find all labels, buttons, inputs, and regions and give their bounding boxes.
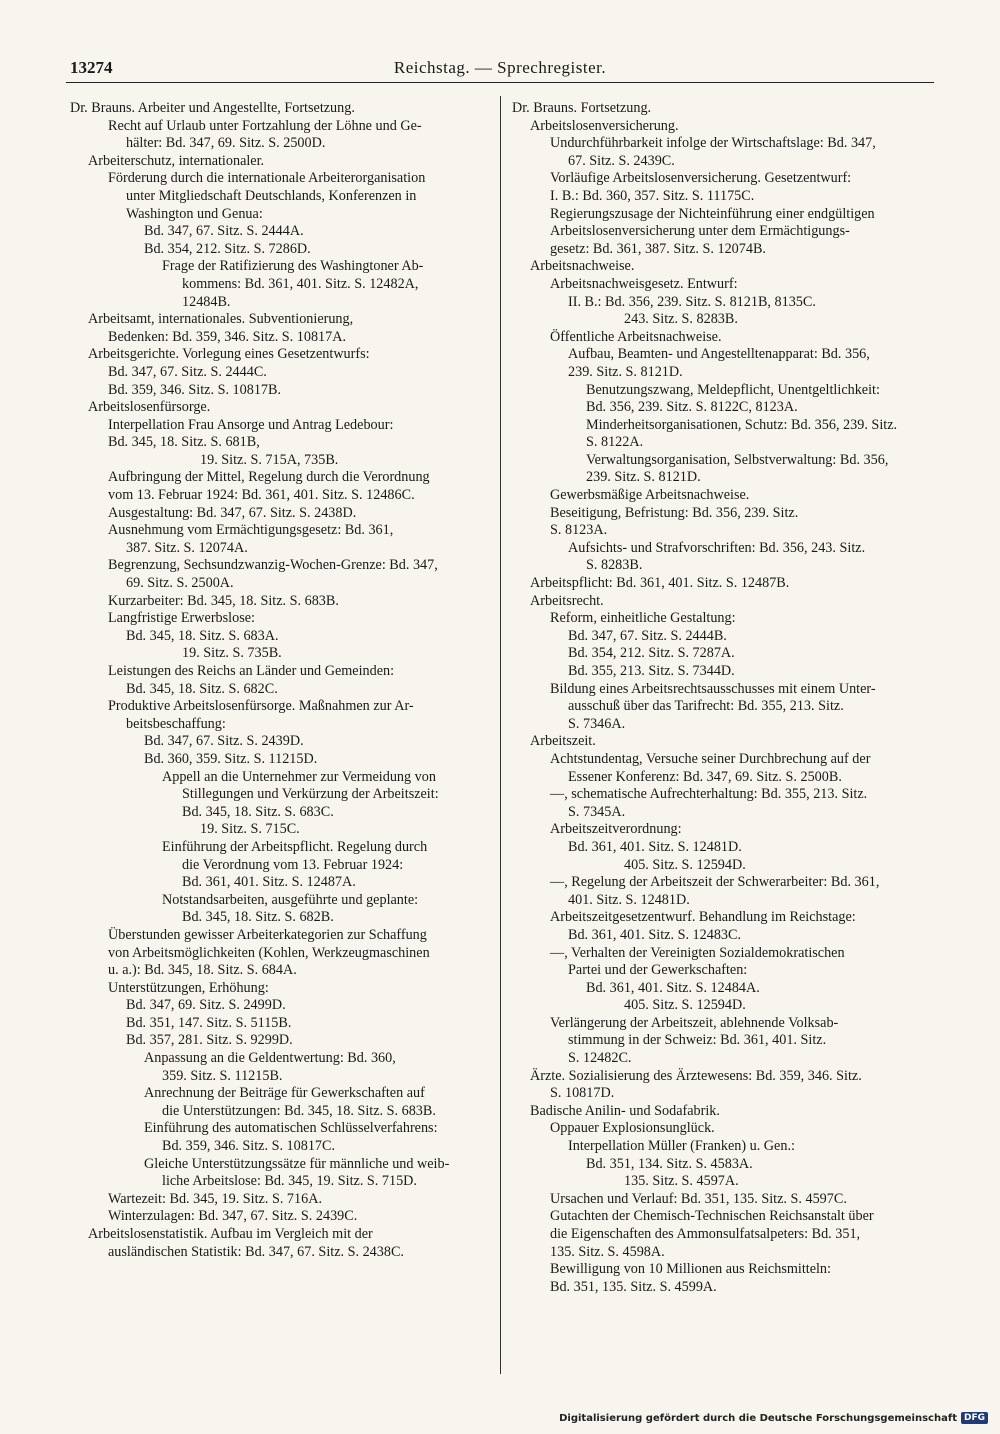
index-line: Ausgestaltung: Bd. 347, 67. Sitz. S. 2438D. [108, 504, 357, 521]
index-line: Aufsichts- und Strafvorschriften: Bd. 356, 243. Sitz. [568, 539, 866, 556]
index-line: Bd. 345, 18. Sitz. S. 682B. [182, 909, 334, 926]
index-line: S. 7346A. [568, 715, 626, 732]
index-line: Essener Konferenz: Bd. 347, 69. Sitz. S. 2500B. [568, 768, 842, 785]
index-line: Interpellation Frau Ansorge und Antrag Ledebour: [108, 416, 394, 433]
index-line: Wartezeit: Bd. 345, 19. Sitz. S. 716A. [108, 1190, 323, 1207]
index-line: Kurzarbeiter: Bd. 345, 18. Sitz. S. 683B. [108, 592, 339, 609]
index-line: die Eigenschaften des Ammonsulfatsalpeters: Bd. 351, [550, 1226, 861, 1242]
index-line: Arbeitslosenstatistik. Aufbau im Vergleich mit der [88, 1226, 373, 1242]
index-line: Badische Anilin- und Sodafabrik. [530, 1102, 720, 1119]
index-line: Produktive Arbeitslosenfürsorge. Maßnahmen zur Ar- [108, 698, 414, 715]
index-line: 239. Sitz. S. 8121D. [568, 363, 683, 380]
index-line: 359. Sitz. S. 11215B. [162, 1067, 283, 1084]
index-line: Undurchführbarkeit infolge der Wirtschaftslage: Bd. 347, [550, 135, 876, 152]
index-line: S. 8123A. [550, 522, 608, 539]
index-line: 19. Sitz. S. 735B. [182, 645, 282, 662]
index-line: Bd. 361, 401. Sitz. S. 12484A. [586, 979, 760, 996]
index-line: Bd. 359, 346. Sitz. S. 10817C. [162, 1138, 336, 1155]
index-line: Ursachen und Verlauf: Bd. 351, 135. Sitz. S. 4597C. [550, 1190, 847, 1207]
index-line: Regierungszusage der Nichteinführung einer endgültigen [550, 205, 875, 222]
index-line: Begrenzung, Sechsundzwanzig-Wochen-Grenze: Bd. 347, [108, 557, 438, 574]
index-line: 67. Sitz. S. 2439C. [568, 152, 675, 169]
index-line: Bd. 347, 67. Sitz. S. 2444B. [568, 627, 727, 644]
index-line: Einführung des automatischen Schlüsselverfahrens: [144, 1120, 438, 1137]
index-line: Bd. 351, 134. Sitz. S. 4583A. [586, 1155, 753, 1172]
index-line: 405. Sitz. S. 12594D. [624, 856, 746, 873]
index-line: 243. Sitz. S. 8283B. [624, 311, 738, 328]
index-line: Arbeitsgerichte. Vorlegung eines Gesetzentwurfs: [88, 346, 370, 363]
index-line: Arbeitszeitgesetzentwurf. Behandlung im Reichstage: [550, 909, 856, 926]
index-line: Interpellation Müller (Franken) u. Gen.: [568, 1138, 795, 1155]
index-line: Reform, einheitliche Gestaltung: [550, 610, 736, 627]
index-line: S. 8122A. [586, 434, 644, 451]
index-line: Anpassung an die Geldentwertung: Bd. 360, [144, 1050, 396, 1067]
index-line: S. 10817D. [550, 1085, 615, 1102]
index-line: Arbeitszeitverordnung: [550, 821, 682, 838]
index-line: I. B.: Bd. 360, 357. Sitz. S. 11175C. [550, 187, 755, 204]
index-line: S. 7345A. [568, 803, 626, 820]
index-line: 19. Sitz. S. 715C. [200, 821, 300, 838]
index-line: Verlängerung der Arbeitszeit, ablehnende Volksab- [550, 1014, 839, 1031]
index-line: Arbeitsnachweise. [530, 258, 635, 275]
index-line: Bd. 345, 18. Sitz. S. 681B, [108, 434, 260, 451]
index-line: Ärzte. Sozialisierung des Ärztewesens: Bd. 359, 346. Sitz. [530, 1067, 862, 1084]
index-line: ausländischen Statistik: Bd. 347, 67. Sitz. S. 2438C. [108, 1243, 404, 1260]
index-line: Bd. 345, 18. Sitz. S. 683A. [126, 627, 279, 644]
index-line: Dr. Brauns. Fortsetzung. [512, 100, 652, 116]
index-line: vom 13. Februar 1924: Bd. 361, 401. Sitz. S. 12486C. [108, 487, 415, 504]
index-line: Bd. 361, 401. Sitz. S. 12481D. [568, 838, 742, 855]
index-line: Frage der Ratifizierung des Washingtoner Ab- [162, 258, 424, 275]
header-rule [66, 82, 934, 83]
index-line: Gleiche Unterstützungssätze für männliche und weib- [144, 1155, 450, 1172]
index-line: Minderheitsorganisationen, Schutz: Bd. 356, 239. Sitz. [586, 416, 898, 433]
index-line: Bd. 361, 401. Sitz. S. 12483C. [568, 926, 742, 943]
page-number: 13274 [70, 58, 113, 77]
index-line: Beseitigung, Befristung: Bd. 356, 239. Sitz. [550, 504, 799, 521]
index-line: unter Mitgliedschaft Deutschlands, Konferenzen in [126, 187, 417, 204]
index-line: u. a.): Bd. 345, 18. Sitz. S. 684A. [108, 962, 297, 979]
index-line: Bildung eines Arbeitsrechtsausschusses mit einem Unter- [550, 680, 876, 697]
index-line: Bd. 345, 18. Sitz. S. 682C. [126, 680, 278, 697]
index-line: Bd. 360, 359. Sitz. S. 11215D. [144, 750, 318, 767]
index-line: Bedenken: Bd. 359, 346. Sitz. S. 10817A. [108, 328, 347, 345]
index-line: Oppauer Explosionsunglück. [550, 1120, 715, 1137]
index-line: beitsbeschaffung: [126, 715, 226, 732]
index-line: Bd. 359, 346. Sitz. S. 10817B. [108, 381, 282, 398]
index-line: Appell an die Unternehmer zur Vermeidung von [162, 768, 436, 785]
index-line: Arbeitsrecht. [530, 592, 604, 609]
index-line: gesetz: Bd. 361, 387. Sitz. S. 12074B. [550, 240, 766, 257]
index-line: —, Verhalten der Vereinigten Sozialdemokratischen [550, 944, 845, 961]
index-line: Bd. 347, 67. Sitz. S. 2444C. [108, 363, 267, 380]
index-line: Bd. 347, 67. Sitz. S. 2444A. [144, 223, 304, 240]
index-line: Arbeiterschutz, internationaler. [88, 152, 265, 169]
index-line: Arbeitsnachweisgesetz. Entwurf: [550, 275, 738, 292]
index-line: stimmung in der Schweiz: Bd. 361, 401. Sitz. [568, 1032, 827, 1049]
index-line: Bd. 347, 67. Sitz. S. 2439D. [144, 733, 304, 750]
index-line: 239. Sitz. S. 8121D. [586, 469, 701, 486]
left-column [70, 100, 488, 1261]
index-line: Arbeitspflicht: Bd. 361, 401. Sitz. S. 12487B. [530, 575, 790, 592]
index-line: Stillegungen und Verkürzung der Arbeitszeit: [182, 786, 439, 803]
index-line: Arbeitslosenversicherung. [530, 117, 679, 134]
index-line: Gutachten der Chemisch-Technischen Reichsanstalt über [550, 1208, 874, 1225]
column-divider [500, 96, 501, 1374]
index-line: Notstandsarbeiten, ausgeführte und geplante: [162, 891, 419, 908]
index-line: Aufbau, Beamten- und Angestelltenapparat: Bd. 356, [568, 346, 870, 363]
index-line: Anrechnung der Beiträge für Gewerkschaften auf [144, 1085, 425, 1102]
index-line: ausschuß über das Tarifrecht: Bd. 355, 213. Sitz. [568, 698, 844, 715]
index-line: 387. Sitz. S. 12074A. [126, 539, 248, 556]
index-line: Benutzungszwang, Meldepflicht, Unentgeltlichkeit: [586, 381, 880, 398]
index-line: Winterzulagen: Bd. 347, 67. Sitz. S. 2439C. [108, 1208, 358, 1225]
index-line: Verwaltungsorganisation, Selbstverwaltung: Bd. 356, [586, 451, 889, 468]
index-line: kommens: Bd. 361, 401. Sitz. S. 12482A, [182, 275, 419, 292]
index-line: die Verordnung vom 13. Februar 1924: [182, 856, 404, 873]
index-line: Ausnehmung vom Ermächtigungsgesetz: Bd. 361, [108, 522, 394, 539]
index-line: hälter: Bd. 347, 69. Sitz. S. 2500D. [126, 135, 326, 152]
index-line: 405. Sitz. S. 12594D. [624, 997, 746, 1014]
index-line: Bd. 347, 69. Sitz. S. 2499D. [126, 997, 286, 1014]
index-line: Washington und Genua: [126, 205, 263, 222]
index-line: die Unterstützungen: Bd. 345, 18. Sitz. S. 683B. [162, 1102, 436, 1119]
index-line: Bewilligung von 10 Millionen aus Reichsmitteln: [550, 1261, 831, 1278]
index-line: Bd. 354, 212. Sitz. S. 7286D. [144, 240, 311, 257]
index-line: Dr. Brauns. Arbeiter und Angestellte, Fortsetzung. [70, 100, 355, 116]
index-line: Langfristige Erwerbslose: [108, 610, 255, 627]
index-line: Überstunden gewisser Arbeiterkategorien zur Schaffung [108, 926, 427, 943]
index-line: Bd. 351, 147. Sitz. S. 5115B. [126, 1014, 292, 1031]
index-line: Aufbringung der Mittel, Regelung durch die Verordnung [108, 469, 430, 486]
index-line: S. 12482C. [568, 1050, 632, 1067]
index-line: liche Arbeitslose: Bd. 345, 19. Sitz. S. 715D. [162, 1173, 417, 1190]
index-line: Achtstundentag, Versuche seiner Durchbrechung auf der [550, 750, 871, 767]
index-line: 135. Sitz. S. 4598A. [550, 1243, 665, 1260]
index-line: von Arbeitsmöglichkeiten (Kohlen, Werkzeugmaschinen [108, 944, 430, 961]
index-line: Bd. 361, 401. Sitz. S. 12487A. [182, 874, 356, 891]
index-line: Arbeitslosenfürsorge. [88, 399, 211, 416]
footer [559, 1412, 988, 1424]
index-line: 12484B. [182, 293, 231, 310]
index-line: Vorläufige Arbeitslosenversicherung. Gesetzentwurf: [550, 170, 852, 187]
index-line: S. 8283B. [586, 557, 643, 574]
index-line: II. B.: Bd. 356, 239. Sitz. S. 8121B, 8135C. [568, 293, 816, 310]
footer-credit: Digitalisierung gefördert durch die Deutsche Forschungsgemeinschaft [559, 1412, 957, 1424]
index-line: —, schematische Aufrechterhaltung: Bd. 355, 213. Sitz. [550, 786, 868, 803]
index-line: Bd. 345, 18. Sitz. S. 683C. [182, 803, 334, 820]
index-line: Förderung durch die internationale Arbeiterorganisation [108, 170, 426, 187]
index-line: 401. Sitz. S. 12481D. [568, 891, 690, 908]
index-line: 69. Sitz. S. 2500A. [126, 575, 234, 592]
index-line: Recht auf Urlaub unter Fortzahlung der Löhne und Ge- [108, 117, 422, 134]
index-line: Einführung der Arbeitspflicht. Regelung durch [162, 838, 428, 855]
index-line: Bd. 351, 135. Sitz. S. 4599A. [550, 1278, 717, 1295]
running-head: Reichstag. — Sprechregister. [393, 58, 607, 77]
index-line: 19. Sitz. S. 715A, 735B. [200, 451, 339, 468]
index-line: Öffentliche Arbeitsnachweise. [550, 328, 722, 345]
index-line: Bd. 357, 281. Sitz. S. 9299D. [126, 1032, 293, 1049]
index-line: Bd. 354, 212. Sitz. S. 7287A. [568, 645, 735, 662]
index-line: Gewerbsmäßige Arbeitsnachweise. [550, 487, 750, 504]
index-line: 135. Sitz. S. 4597A. [624, 1173, 739, 1190]
index-line: Arbeitslosenversicherung unter dem Ermächtigungs- [550, 223, 850, 240]
right-column [512, 100, 940, 1296]
index-line: Unterstützungen, Erhöhung: [108, 979, 269, 996]
index-line: Leistungen des Reichs an Länder und Gemeinden: [108, 663, 395, 679]
index-line: Bd. 356, 239. Sitz. S. 8122C, 8123A. [586, 399, 798, 416]
index-line: Arbeitszeit. [530, 733, 596, 750]
index-line: Partei und der Gewerkschaften: [568, 962, 748, 979]
index-line: Arbeitsamt, internationales. Subventionierung, [88, 311, 354, 328]
index-line: Bd. 355, 213. Sitz. S. 7344D. [568, 663, 735, 679]
dfg-logo-icon: DFG [961, 1412, 988, 1424]
index-line: —, Regelung der Arbeitszeit der Schwerarbeiter: Bd. 361, [550, 874, 880, 891]
